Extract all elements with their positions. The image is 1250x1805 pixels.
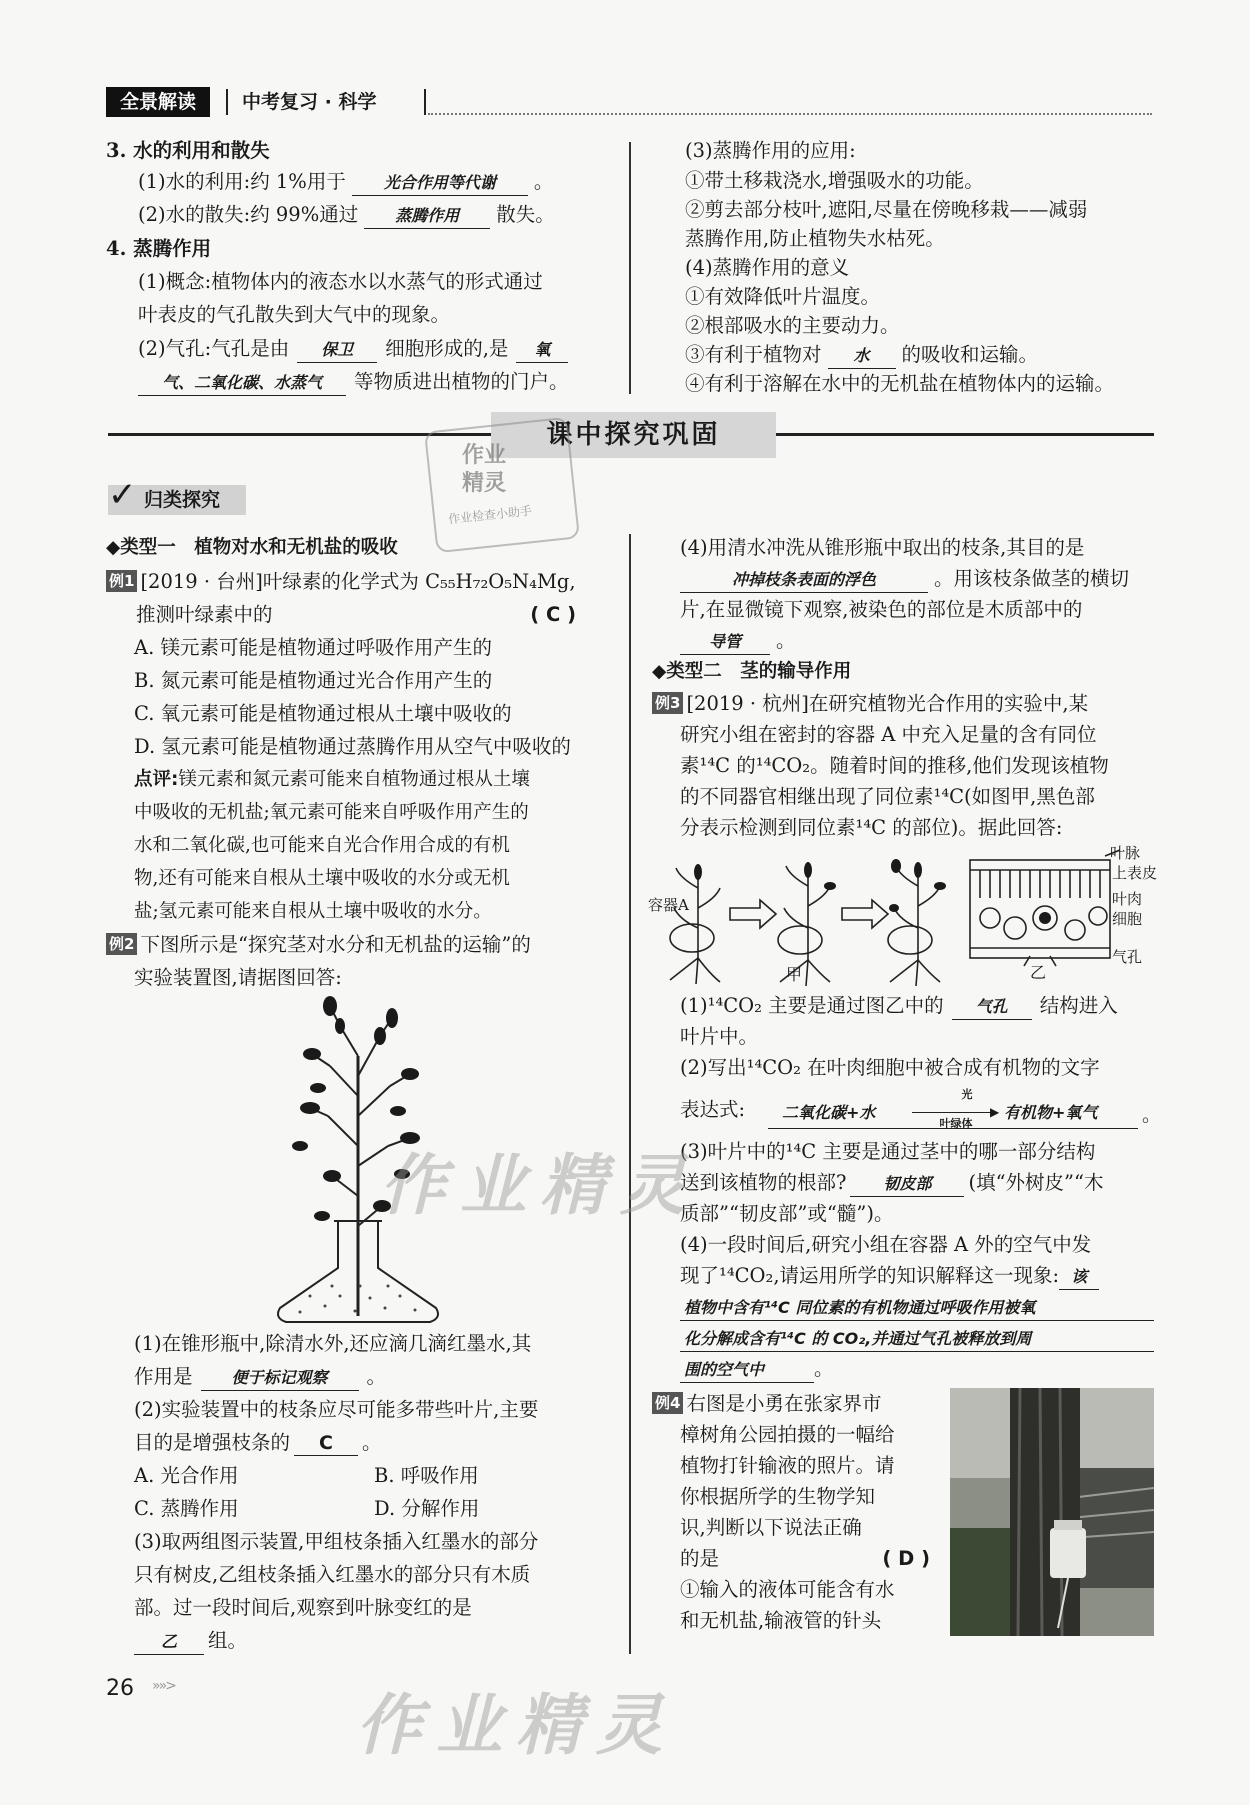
ex3-q1-answer: 气孔 (952, 995, 1032, 1020)
application-2a: ②剪去部分枝叶,遮阳,尽量在傍晚移栽——减弱 (685, 198, 1088, 221)
ex2-q2-1: (2)实验装置中的枝条应尽可能多带些叶片,主要 (134, 1398, 539, 1421)
ex2-q3-2: 只有树皮,乙组枝条插入红墨水的部分只有木质 (134, 1563, 531, 1586)
ex1-answer: ( C ) (530, 603, 576, 626)
ex1-stem-2: 推测叶绿素中的 ( C ) (136, 601, 576, 629)
ex2-q3-1: (3)取两组图示装置,甲组枝条插入红墨水的部分 (134, 1530, 539, 1553)
ex3-q2-right: 有机物+氧气 (1004, 1103, 1098, 1122)
plant-leaf-figure (650, 848, 1158, 988)
ex3-q2-2: 表达式: (680, 1098, 746, 1121)
answer-water-use: 光合作用等代谢 (352, 171, 528, 196)
ex3-q2-end: 。 (1142, 1104, 1162, 1126)
ex2-opt-b: B. 呼吸作用 (374, 1464, 479, 1487)
fig-label-stoma: 气孔 (1112, 948, 1143, 966)
ex3-q4-answer-1: 该 (1059, 1265, 1099, 1290)
arrow-head-icon: ▶ (990, 1105, 1000, 1119)
ex3-q2-left: 二氧化碳+水 (782, 1103, 876, 1122)
column-divider-bottom (629, 534, 631, 1654)
ex4-line-6: 的是 ( D ) (680, 1545, 930, 1573)
ex2-opt-a: A. 光合作用 (134, 1464, 239, 1487)
ex3-q4-1: (4)一段时间后,研究小组在容器 A 外的空气中发 (680, 1233, 1092, 1256)
ex4-answer: ( D ) (882, 1547, 930, 1570)
tree-infusion-photo (950, 1388, 1154, 1636)
ex3-q1-1: (1)¹⁴CO₂ 主要是通过图乙中的 气孔 结构进入 (680, 992, 1118, 1020)
ex2-q4-4: 导管 。 (680, 627, 796, 655)
ex3-stem-2: 研究小组在密封的容器 A 中充入足量的含有同位 (680, 723, 1097, 746)
ex4-line-8: 和无机盐,输液管的针头 (680, 1609, 882, 1632)
header-badge: 全景解读 (106, 87, 210, 117)
ex2-q4-3: 片,在显微镜下观察,被染色的部位是木质部中的 (680, 598, 1083, 621)
line-concept-2: 叶表皮的气孔散失到大气中的现象。 (138, 303, 451, 326)
ex1-comment-4: 物,还有可能来自根从土壤中吸收的水分或无机 (134, 868, 510, 889)
ex3-q4-answer-2: 植物中含有¹⁴C 同位素的有机物通过呼吸作用被氧 (680, 1296, 1154, 1321)
ex1-comment-2: 中吸收的无机盐;氧元素可能来自呼吸作用产生的 (134, 802, 529, 823)
page-arrows-icon: »»> (152, 1678, 175, 1694)
answer-gases-part2: 气、二氧化碳、水蒸气 (138, 371, 346, 396)
watermark-middle: 作业精灵 (380, 1147, 700, 1224)
answer-water-loss: 蒸腾作用 (364, 204, 490, 229)
ex3-q2-arrow (912, 1112, 994, 1113)
ex2-q1-answer: 便于标记观察 (201, 1366, 359, 1391)
ex3-stem-4: 的不同器官相继出现了同位素¹⁴C(如图甲,黑色部 (680, 785, 1095, 808)
ex2-q2-2: 目的是增强枝条的 C 。 (134, 1431, 382, 1454)
ex2-opt-d: D. 分解作用 (374, 1497, 480, 1520)
ex1-comment-1: 点评:镁元素和氮元素可能来自植物通过根从土壤 (134, 769, 530, 790)
ex1-option-c: C. 氧元素可能是植物通过根从土壤中吸收的 (134, 702, 512, 725)
ex3-q3-3: 质部”“韧皮部”或“髓”)。 (680, 1202, 894, 1225)
ex2-q3-3: 部。过一段时间后,观察到叶脉变红的是 (134, 1596, 472, 1619)
ex1-stem-1: 例1 [2019 · 台州]叶绿素的化学式为 C₅₅H₇₂O₅N₄Mg, (106, 568, 576, 596)
ex4-line-3: 植物打针输液的照片。请 (680, 1454, 895, 1477)
application-1: ①带土移栽浇水,增强吸水的功能。 (685, 169, 984, 192)
line-water-loss: (2)水的散失:约 99%通过 蒸腾作用 散失。 (138, 201, 555, 229)
ex2-q4-answer: 冲掉枝条表面的浮色 (680, 568, 928, 593)
stamp-text-1: 作业 (462, 443, 507, 468)
ex3-q2-top: 光 (961, 1088, 973, 1101)
ex3-q4-answer-3: 化分解成含有¹⁴C 的 CO₂,并通过气孔被释放到周 (680, 1327, 1154, 1352)
checkmark-icon: ✓ (108, 475, 137, 515)
ex2-stem-2: 实验装置图,请据图回答: (134, 966, 342, 989)
ex3-q4-5: 围的空气中 。 (680, 1355, 834, 1383)
line-stoma-2: 气、二氧化碳、水蒸气 等物质进出植物的门户。 (138, 368, 569, 396)
fig-label-vein: 叶脉 (1110, 844, 1141, 862)
answer-guard-cell: 保卫 (297, 338, 377, 363)
ex4-line-2: 樟树角公园拍摄的一幅给 (680, 1423, 895, 1446)
ex2-badge: 例2 (106, 933, 137, 955)
ex1-comment-5: 盐;氢元素可能来自根从土壤中吸收的水分。 (134, 901, 492, 922)
meaning-1: ①有效降低叶片温度。 (685, 285, 881, 308)
type-1-title: ◆类型一 植物对水和无机盐的吸收 (106, 537, 398, 558)
meaning-3: ③有利于植物对 水 的吸收和运输。 (685, 341, 1038, 369)
ex4-line-4: 你根据所学的生物学知 (680, 1485, 876, 1508)
section-banner: 课中探究巩固 (491, 412, 776, 458)
transpiration-application: (3)蒸腾作用的应用: (685, 139, 856, 162)
stamp-text-2: 精灵 (462, 471, 507, 496)
ex2-q2-answer: C (294, 1431, 358, 1456)
transpiration-meaning: (4)蒸腾作用的意义 (685, 256, 850, 279)
ex2-stem-1: 例2 下图所示是“探究茎对水分和无机盐的运输”的 (106, 931, 531, 959)
fig-label-jia: 甲 (786, 965, 803, 984)
ex3-stem-5: 分表示检测到同位素¹⁴C 的部位)。据此回答: (680, 816, 1063, 839)
application-2b: 蒸腾作用,防止植物失水枯死。 (685, 227, 945, 250)
fig-label-yi: 乙 (1030, 963, 1047, 982)
ex2-q3-4: 乙 组。 (134, 1627, 247, 1655)
ex2-q3-answer: 乙 (134, 1630, 204, 1655)
banner-rule-right (776, 433, 1154, 436)
ex3-q2-1: (2)写出¹⁴CO₂ 在叶肉细胞中被合成有机物的文字 (680, 1056, 1100, 1079)
fig-label-upper: 上表皮 (1112, 864, 1158, 882)
ex3-q4-answer-4: 围的空气中 (680, 1358, 814, 1383)
answer-gases-part1: 氧 (516, 338, 568, 363)
ex4-line-7: ①输入的液体可能含有水 (680, 1578, 895, 1601)
ex4-line-5: 识,判断以下说法正确 (680, 1516, 862, 1539)
ex3-q3-2: 送到该植物的根部? 韧皮部 (填“外树皮”“木 (680, 1169, 1103, 1197)
ex1-badge: 例1 (106, 570, 137, 592)
ex4-badge: 例4 (652, 1392, 683, 1414)
meaning-4: ④有利于溶解在水中的无机盐在植物体内的运输。 (685, 372, 1115, 395)
ex2-q4-1: (4)用清水冲洗从锥形瓶中取出的枝条,其目的是 (680, 536, 1085, 559)
ex1-comment-3: 水和二氧化碳,也可能来自光合作用合成的有机 (134, 835, 510, 856)
line-stoma-1: (2)气孔:气孔是由 保卫 细胞形成的,是 氧 (138, 335, 568, 363)
stamp-text-3: 作业检查小助手 (447, 503, 533, 527)
ex3-stem-1: 例3 [2019 · 杭州]在研究植物光合作用的实验中,某 (652, 690, 1088, 718)
ex1-option-a: A. 镁元素可能是植物通过呼吸作用产生的 (134, 636, 492, 659)
type-2-title: ◆类型二 茎的输导作用 (652, 661, 852, 682)
ex3-q4-3 (680, 1293, 1154, 1321)
ex2-q4-2: 冲掉枝条表面的浮色 。用该枝条做茎的横切 (680, 565, 1129, 593)
ex1-option-b: B. 氮元素可能是植物通过光合作用产生的 (134, 669, 493, 692)
header-divider-right (424, 89, 426, 115)
line-water-use: (1)水的利用:约 1%用于 光合作用等代谢 。 (138, 168, 553, 196)
heading-3: 3. 水的利用和散失 (106, 139, 270, 162)
ex3-q4-2: 现了¹⁴CO₂,请运用所学的知识解释这一现象: 该 (680, 1262, 1099, 1290)
header-divider (226, 89, 228, 115)
heading-4: 4. 蒸腾作用 (106, 237, 212, 260)
header-title: 中考复习 · 科学 (242, 91, 377, 113)
meaning-2: ②根部吸水的主要动力。 (685, 314, 900, 337)
ex3-q2-bottom: 叶绿体 (939, 1117, 973, 1130)
column-divider-top (629, 142, 631, 394)
ex1-option-d: D. 氢元素可能是植物通过蒸腾作用从空气中吸收的 (134, 735, 571, 758)
ex3-q4-4 (680, 1324, 1154, 1352)
ex3-q3-1: (3)叶片中的¹⁴C 主要是通过茎中的哪一部分结构 (680, 1140, 1096, 1163)
ex4-line-1: 例4 右图是小勇在张家界市 (652, 1390, 881, 1418)
ex2-q1-1: (1)在锥形瓶中,除清水外,还应滴几滴红墨水,其 (134, 1332, 532, 1355)
fig-label-meso1: 叶肉 (1112, 890, 1143, 908)
ex3-q1-2: 叶片中。 (680, 1025, 759, 1048)
ex3-q3-answer: 韧皮部 (850, 1172, 964, 1197)
fig-label-meso2: 细胞 (1112, 910, 1143, 928)
ex2-q1-2: 作用是 便于标记观察 。 (134, 1363, 386, 1391)
category-label: 归类探究 (144, 489, 221, 511)
answer-water: 水 (828, 344, 896, 369)
line-concept-1: (1)概念:植物体内的液态水以水蒸气的形式通过 (138, 270, 543, 293)
ex3-badge: 例3 (652, 692, 683, 714)
ex2-opt-c: C. 蒸腾作用 (134, 1497, 239, 1520)
header-dotted-rule (428, 113, 1152, 115)
page-number: 26 (106, 1676, 134, 1701)
ex3-stem-3: 素¹⁴C 的¹⁴CO₂。随着时间的推移,他们发现该植物 (680, 754, 1109, 777)
watermark-bottom: 作业精灵 (356, 1687, 676, 1764)
ex2-q4-answer2: 导管 (680, 630, 770, 655)
fig-label-container: 容器A (648, 896, 689, 914)
